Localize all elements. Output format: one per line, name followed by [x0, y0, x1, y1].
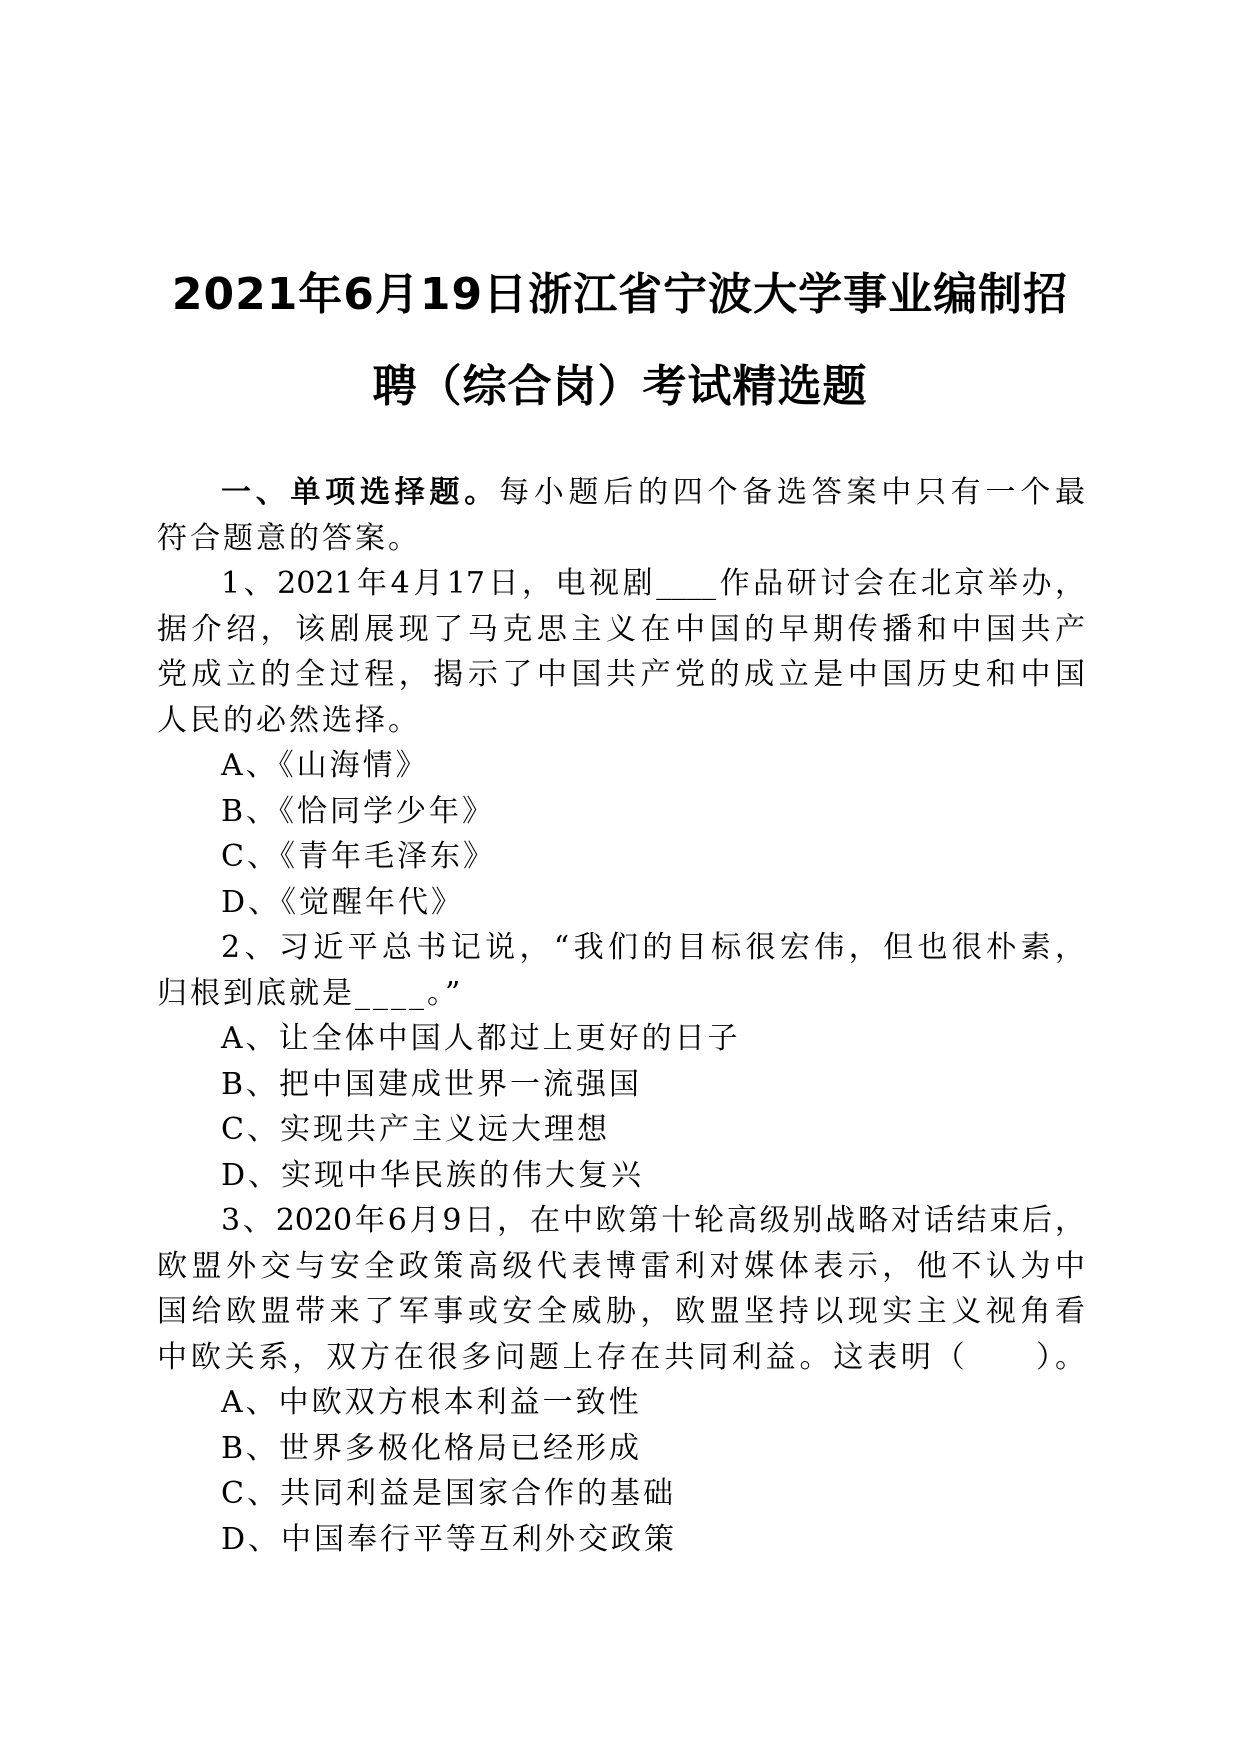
question-1-option-b: B、《恰同学少年》 [221, 793, 496, 829]
section-intro-text: 每小题后的四个备选答案中只有一个最 [499, 475, 1085, 510]
question-1-stem: 人民的必然选择。 [157, 702, 421, 738]
document-title-line-2: 聘（综合岗）考试精选题 [372, 361, 868, 412]
document-body [157, 470, 1085, 1562]
question-1-stem: 1、2021年4月17日，电视剧____作品研讨会在北京举办， [221, 566, 1085, 601]
question-3-option-d: D、中国奉行平等互利外交政策 [221, 1521, 678, 1557]
question-2-stem: 归根到底就是____。” [157, 975, 464, 1011]
question-3-option-b: B、世界多极化格局已经形成 [221, 1430, 643, 1466]
question-3-stem: 欧盟外交与安全政策高级代表博雷利对媒体表示，他不认为中 [157, 1248, 1085, 1284]
section-heading: 一、单项选择题。 [221, 475, 499, 510]
question-1-option-d: D、《觉醒年代》 [221, 884, 465, 920]
question-1-stem: 党成立的全过程，揭示了中国共产党的成立是中国历史和中国 [157, 657, 1085, 692]
question-2-option-d: D、实现中华民族的伟大复兴 [221, 1157, 645, 1193]
question-3-option-a: A、中欧双方根本利益一致性 [221, 1385, 642, 1420]
question-3-stem: 中欧关系，双方在很多问题上存在共同利益。这表明（ ）。 [157, 1339, 1085, 1375]
section-intro-cont: 符合题意的答案。 [157, 520, 421, 556]
question-2-option-a: A、让全体中国人都过上更好的日子 [221, 1021, 741, 1056]
question-3-stem: 国给欧盟带来了军事或安全威胁，欧盟坚持以现实主义视角看 [157, 1294, 1085, 1329]
document-title-line-1: 2021年6月19日浙江省宁波大学事业编制招 [171, 269, 1069, 320]
question-2-stem: 2、习近平总书记说，“我们的目标很宏伟，但也很朴素， [221, 930, 1085, 965]
question-3-stem: 3、2020年6月9日，在中欧第十轮高级别战略对话结束后， [221, 1203, 1085, 1238]
section-intro [157, 470, 1085, 516]
question-2-option-b: B、把中国建成世界一流强国 [221, 1066, 643, 1102]
question-2-option-c: C、实现共产主义远大理想 [221, 1112, 610, 1147]
question-1-option-c: C、《青年毛泽东》 [221, 839, 496, 874]
question-1-stem: 据介绍，该剧展现了马克思主义在中国的早期传播和中国共产 [157, 611, 1085, 647]
question-3-option-c: C、共同利益是国家合作的基础 [221, 1476, 676, 1511]
question-1-option-a: A、《山海情》 [221, 748, 429, 783]
